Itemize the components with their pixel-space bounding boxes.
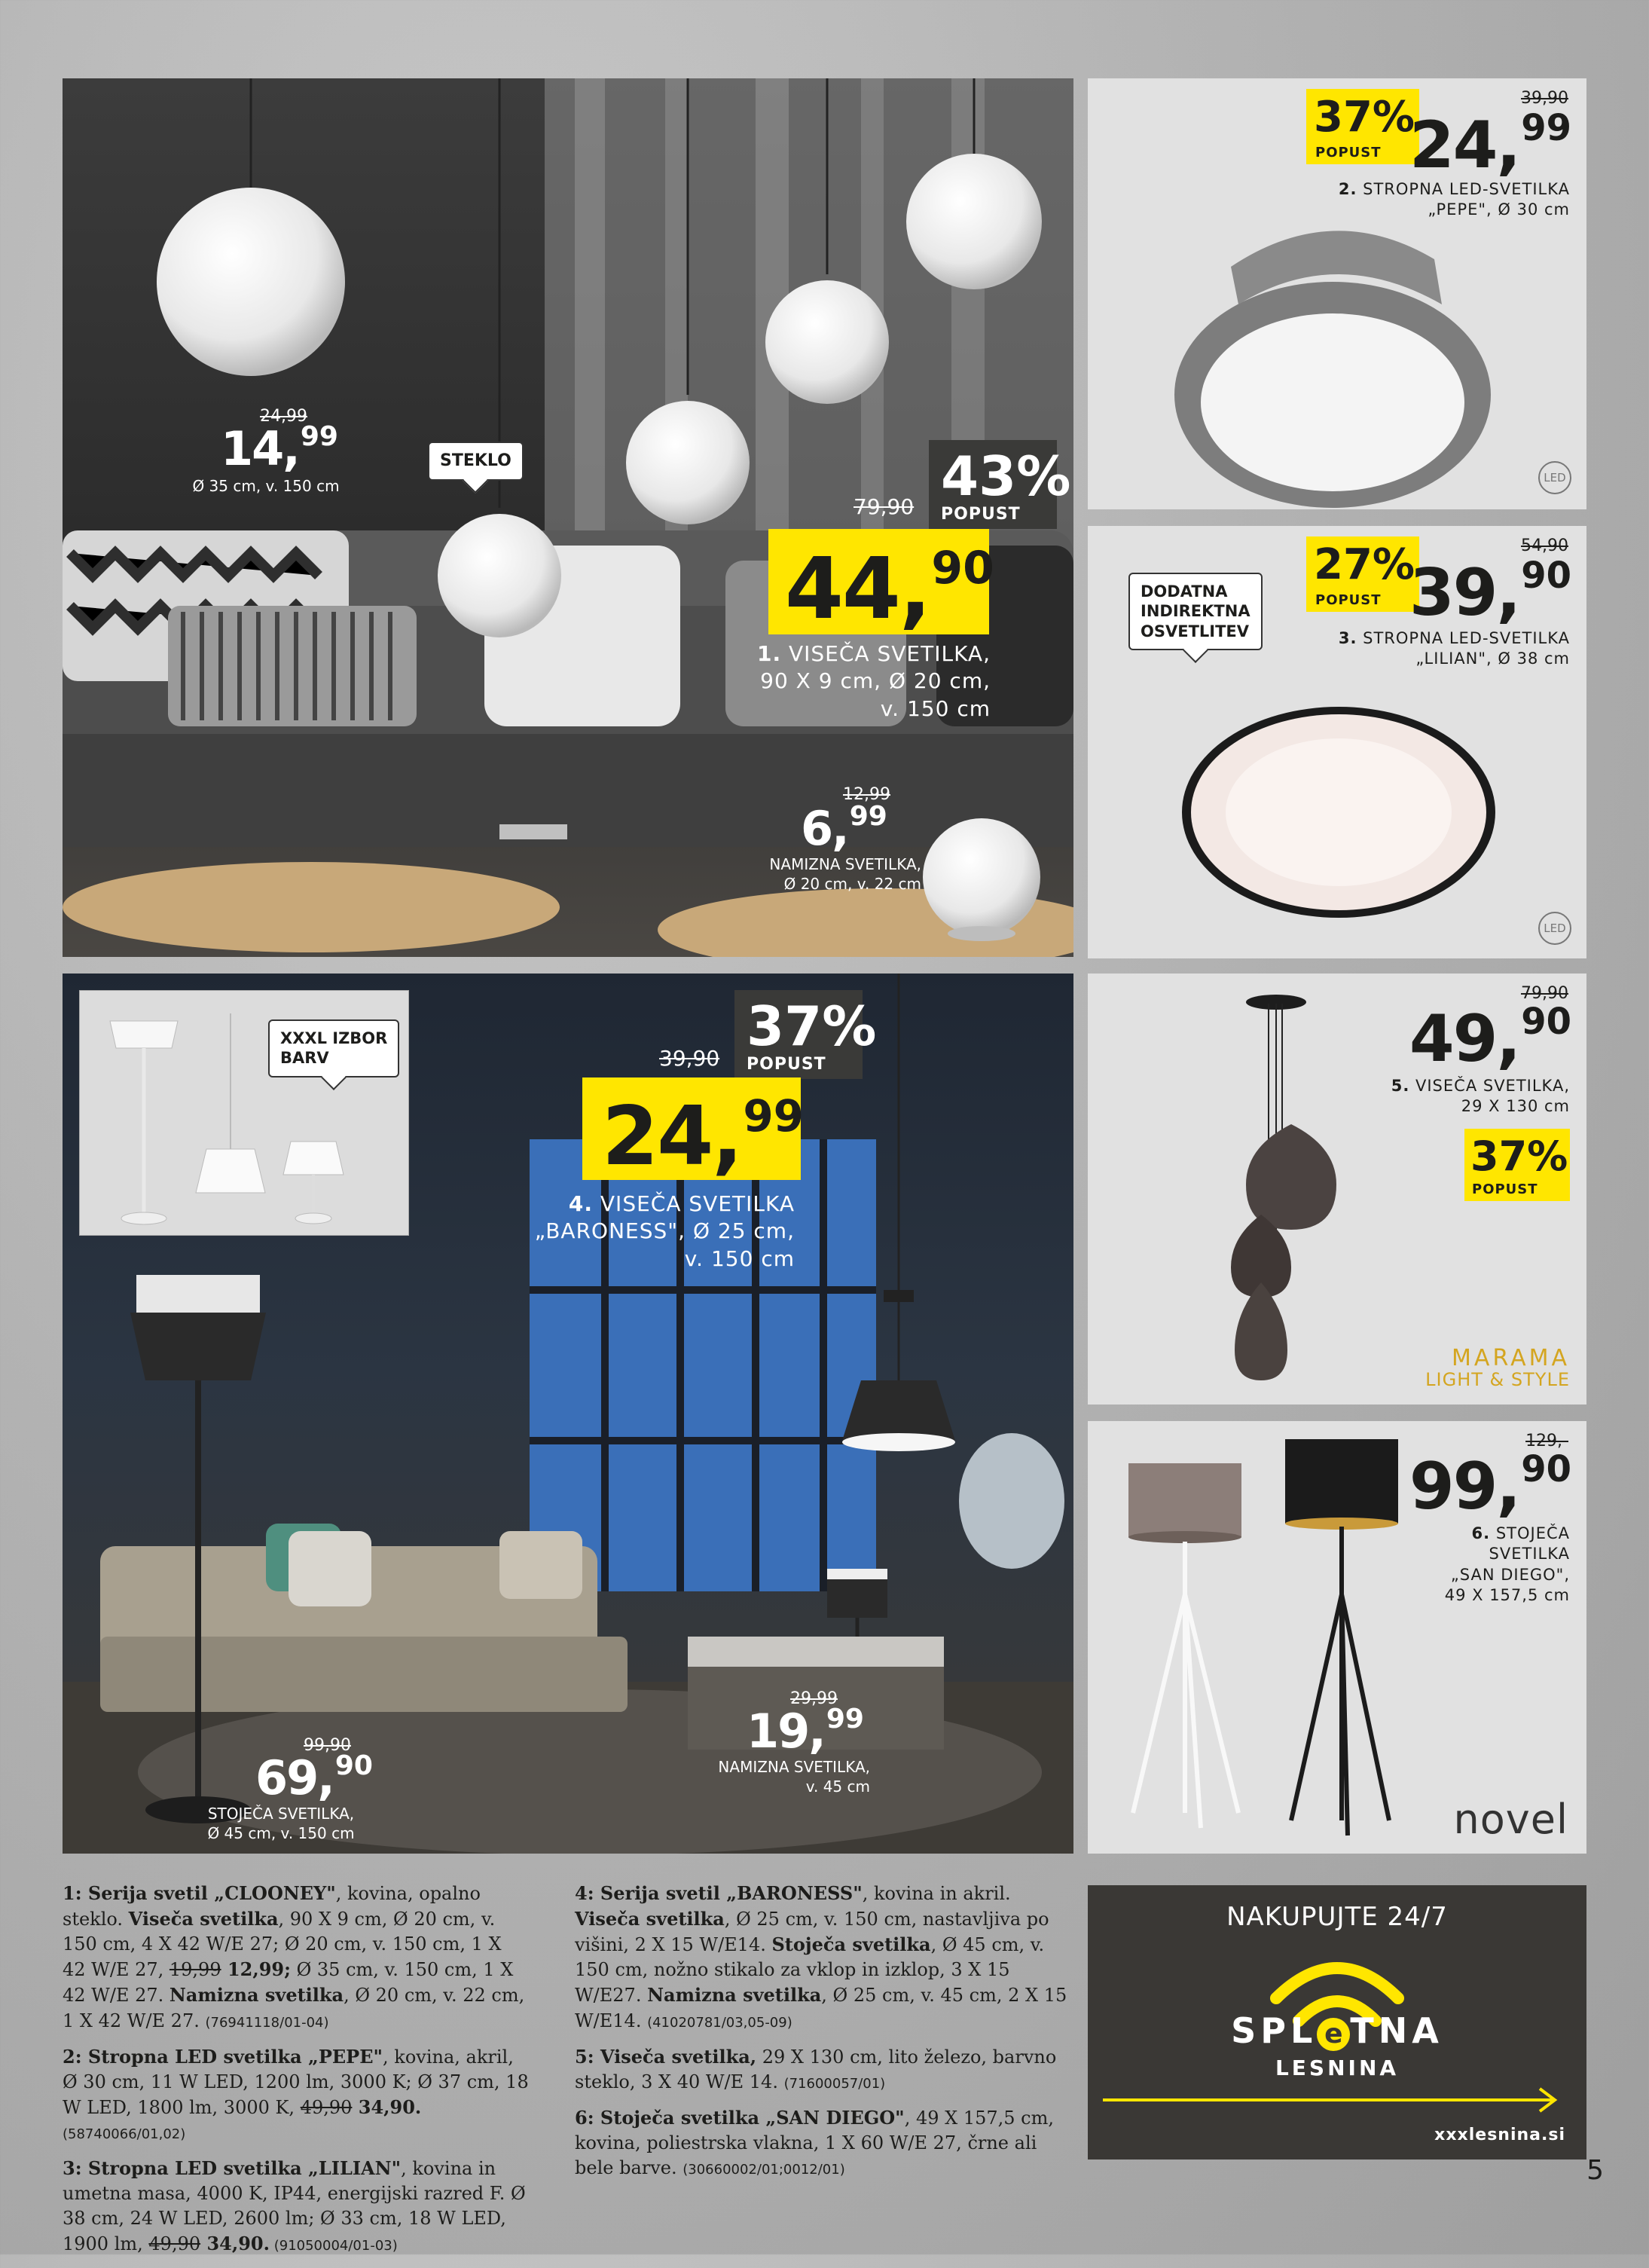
price-baroness-floor: 69,90 <box>255 1750 373 1805</box>
price-integer: 49 <box>1409 1001 1497 1077</box>
title-baroness-main <box>535 1191 795 1273</box>
info-column-left <box>63 1881 530 2268</box>
info-subheading: Namizna svetilka <box>169 1984 344 2007</box>
clooney-photo-panel <box>63 78 1073 957</box>
callout-color-choice <box>268 1019 399 1077</box>
product-title-line: SVETILKA <box>1489 1545 1570 1563</box>
brand-line: MARAMA <box>1452 1344 1570 1371</box>
price-lilian: 39,90 <box>1409 555 1571 631</box>
discount-label: POPUST <box>1472 1181 1538 1197</box>
info-heading: 3: Stropna LED svetilka „LILIAN" <box>63 2157 402 2180</box>
price-decimal: 99 <box>826 1704 864 1735</box>
old-price-pepe: 39,90 <box>1521 89 1568 108</box>
info-old-price: 19,99 <box>169 1959 221 1981</box>
product-title: NAMIZNA SVETILKA, <box>769 855 921 873</box>
callout-line: INDIREKTNA <box>1141 602 1250 621</box>
discount-percent: 37% <box>1314 93 1415 142</box>
info-new-price: 34,90. <box>200 2233 270 2255</box>
title-lilian <box>1339 628 1570 670</box>
info-heading: 4: Serija svetil „BARONESS" <box>575 1882 863 1904</box>
info-subheading: Viseča svetilka <box>575 1908 725 1930</box>
discount-label: POPUST <box>747 1055 826 1074</box>
info-text: , kovina in akril. <box>862 1883 1011 1904</box>
price-decimal: 99 <box>849 801 887 832</box>
clooney-scene-image <box>63 78 1073 957</box>
info-article-code: (91050004/01-03) <box>270 2238 398 2254</box>
promo-headline: NAKUPUJTE 24/7 <box>1226 1902 1448 1932</box>
info-text: , kovina in umetna masa, 4000 K, IP44, energijski razred F. Ø 38 cm, 24 W LED, 2600 lm; Ø 33 cm, 18 W LED, 1900 lm, <box>63 2158 526 2255</box>
info-text: , Ø 20 cm, v. 22 cm, 1 X 42 W/E 27. <box>63 1985 525 2031</box>
price-pepe: 24,99 <box>1409 107 1571 183</box>
discount-badge-p5 <box>1464 1129 1570 1201</box>
info-heading: 1: Serija svetil „CLOONEY" <box>63 1882 336 1904</box>
product-dims-line: v. 150 cm <box>684 1246 795 1271</box>
product-dims: „LILIAN", Ø 38 cm <box>1415 650 1570 668</box>
product-title: STOJEČA SVETILKA, <box>207 1805 355 1823</box>
discount-percent: 27% <box>1314 540 1415 589</box>
discount-badge-clooney <box>929 440 1071 529</box>
logo-letter-e: e <box>1317 2018 1350 2051</box>
info-heading: 5: Viseča svetilka, <box>575 2045 757 2068</box>
price-integer: 19 <box>747 1704 809 1759</box>
product-number: 6. <box>1471 1524 1491 1542</box>
lilian-panel <box>1088 526 1586 958</box>
old-price-p5: 79,90 <box>1521 984 1568 1003</box>
info-column-middle <box>575 1881 1073 2191</box>
discount-percent: 43% <box>941 445 1071 508</box>
led-badge-pepe: LED <box>1538 461 1571 494</box>
price-decimal: 90 <box>334 1750 373 1781</box>
old-price-baroness: 39,90 <box>659 1046 720 1071</box>
product-dims-line: 90 X 9 cm, Ø 20 cm, <box>760 668 991 694</box>
product-dims: Ø 45 cm, v. 150 cm <box>207 1824 355 1842</box>
price-decimal: 99 <box>743 1090 805 1142</box>
info-old-price: 49,90 <box>148 2233 201 2255</box>
baroness-photo-panel <box>63 974 1073 1854</box>
discount-percent: 37% <box>747 995 877 1058</box>
callout-line: BARV <box>280 1049 329 1068</box>
product-number: 4. <box>568 1191 593 1216</box>
callout-steklo: STEKLO <box>428 442 524 481</box>
price-decimal: 90 <box>1521 1448 1571 1490</box>
product-dims-line: v. 150 cm <box>880 695 991 721</box>
price-decimal: 90 <box>1521 1001 1571 1043</box>
old-price-lilian: 54,90 <box>1521 536 1568 555</box>
discount-label: POPUST <box>1315 592 1382 608</box>
product-title: VISEČA SVETILKA <box>600 1191 795 1216</box>
p5-panel <box>1088 974 1586 1405</box>
old-price-clooney-table: 12,99 <box>843 785 890 804</box>
price-integer: 39 <box>1409 555 1497 631</box>
discount-badge-lilian <box>1306 536 1419 612</box>
dims-clooney-pendant: Ø 35 cm, v. 150 cm <box>192 477 340 495</box>
product-title: STROPNA LED-SVETILKA <box>1363 180 1570 198</box>
info-clooney <box>63 1881 530 2034</box>
title-baroness-floor <box>191 1804 371 1843</box>
product-dims-line: „BARONESS", Ø 25 cm, <box>534 1218 795 1244</box>
info-subheading: Namizna svetilka <box>647 1984 822 2007</box>
info-pepe <box>63 2044 530 2145</box>
logo-text: TNA <box>1350 2010 1443 2051</box>
price-box-clooney <box>768 529 994 638</box>
info-text: , 90 X 9 cm, Ø 20 cm, v. 150 cm, 4 X 42 W/E 27; Ø 20 cm, v. 150 cm, 1 X 42 W/E 27, <box>63 1909 502 1981</box>
page-number: 5 <box>1586 2155 1604 2186</box>
price-baroness-table: 19,99 <box>747 1704 864 1759</box>
info-baroness <box>575 1881 1073 2034</box>
callout-line: DODATNA <box>1141 582 1228 601</box>
price-integer: 14 <box>221 421 283 476</box>
price-integer: 44 <box>785 540 899 638</box>
promo-url-link[interactable]: xxxlesnina.si <box>1434 2126 1565 2144</box>
info-text: , kovina, opalno steklo. <box>63 1883 481 1930</box>
discount-badge-baroness <box>734 990 877 1079</box>
product-title: STOJEČA <box>1495 1524 1570 1542</box>
callout-line: XXXL IZBOR <box>280 1029 388 1047</box>
baroness-inset-panel <box>79 990 409 1236</box>
title-baroness-table <box>718 1757 870 1796</box>
product-title: VISEČA SVETILKA, <box>789 641 991 666</box>
spletna-lesnina-logo <box>1088 2010 1586 2080</box>
online-shop-promo[interactable] <box>1088 1885 1586 2159</box>
price-integer: 24 <box>602 1090 713 1184</box>
price-integer: 69 <box>255 1750 318 1805</box>
price-box-baroness <box>582 1077 805 1184</box>
info-article-code: (76941118/01-04) <box>205 2014 329 2031</box>
product-title: STROPNA LED-SVETILKA <box>1363 629 1570 647</box>
discount-label: POPUST <box>1315 145 1382 160</box>
old-price-baroness-floor: 99,90 <box>304 1736 351 1755</box>
product-number: 5. <box>1391 1077 1410 1095</box>
price-decimal: 90 <box>931 542 994 595</box>
p6-panel <box>1088 1421 1586 1854</box>
info-lilian <box>63 2156 530 2257</box>
old-price-clooney-main: 79,90 <box>854 494 915 519</box>
price-integer: 6 <box>801 801 832 856</box>
price-p6: 99,90 <box>1409 1448 1571 1524</box>
product-number: 2. <box>1338 180 1357 198</box>
info-text: , kovina, akril, Ø 30 cm, 11 W LED, 1200 lm, 3000 K; Ø 37 cm, 18 W LED, 1800 lm, 3000 K, <box>63 2046 529 2118</box>
price-decimal: 99 <box>1521 107 1571 149</box>
info-text: Ø 35 cm, v. 150 cm, 1 X 42 W/E 27. <box>63 1959 514 2007</box>
brand-novel-logo: novel <box>1453 1796 1568 1843</box>
discount-badge-pepe <box>1306 89 1419 164</box>
info-p5 <box>575 2044 1073 2095</box>
title-clooney-table <box>769 854 921 894</box>
info-heading: 6: Stoječa svetilka „SAN DIEGO" <box>575 2106 905 2129</box>
callout-indirect-lighting <box>1128 573 1263 650</box>
info-new-price: 34,90. <box>352 2095 422 2118</box>
price-clooney-main: 44,90 <box>785 540 994 638</box>
old-price-baroness-table: 29,99 <box>790 1689 838 1708</box>
product-dims: 49 X 157,5 cm <box>1444 1585 1570 1604</box>
title-pepe <box>1339 179 1570 221</box>
product-dims: 29 X 130 cm <box>1461 1097 1570 1116</box>
info-text: 29 X 130 cm, lito železo, barvno steklo, 3 X 40 W/E 14. <box>575 2046 1057 2092</box>
title-clooney-main <box>757 640 991 723</box>
pepe-panel <box>1088 78 1586 509</box>
brand-marama-logo <box>1425 1344 1570 1390</box>
product-number: 1. <box>756 641 782 666</box>
price-decimal: 99 <box>300 421 338 452</box>
brand-line: LIGHT & STYLE <box>1425 1368 1570 1390</box>
price-clooney-pendant: 14,99 <box>221 421 338 476</box>
info-san-diego <box>575 2105 1073 2181</box>
info-heading: 2: Stropna LED svetilka „PEPE" <box>63 2045 383 2068</box>
price-p5: 49,90 <box>1409 1001 1571 1077</box>
info-text: , Ø 25 cm, v. 150 cm, nastavljiva po višini, 2 X 15 W/E14. <box>575 1909 1049 1956</box>
info-text: , Ø 45 cm, v. 150 cm, nožno stikalo za vklop in izklop, 3 X 15 W/E27. <box>575 1934 1045 2007</box>
discount-percent: 37% <box>1470 1132 1568 1180</box>
info-old-price: 49,90 <box>300 2096 353 2118</box>
title-p5 <box>1391 1076 1570 1117</box>
info-text: , Ø 25 cm, v. 45 cm, 2 X 15 W/E14. <box>575 1985 1067 2031</box>
info-subheading: Viseča svetilka <box>128 1908 279 1930</box>
info-article-code: (41020781/03,05-09) <box>647 2014 792 2031</box>
title-p6 <box>1445 1524 1570 1606</box>
product-dims: Ø 20 cm, v. 22 cm <box>783 875 921 893</box>
info-subheading: Stoječa svetilka <box>771 1933 931 1956</box>
old-price-p6: 129,- <box>1525 1432 1568 1450</box>
logo-text: SPL <box>1231 2010 1318 2051</box>
product-number: 3. <box>1338 629 1357 647</box>
price-decimal: 90 <box>1521 555 1571 597</box>
info-text: , 49 X 157,5 cm, kovina, poliestrska vlakna, 1 X 60 W/E 27, črne ali bele barve. <box>575 2107 1054 2179</box>
product-name: „SAN DIEGO", <box>1450 1565 1570 1584</box>
info-article-code: (30660002/01;0012/01) <box>683 2162 845 2178</box>
old-price-clooney-pendant: 24,99 <box>260 407 307 426</box>
product-title: VISEČA SVETILKA, <box>1415 1077 1570 1095</box>
price-baroness-main: 24,99 <box>602 1090 805 1184</box>
led-badge-lilian: LED <box>1538 912 1571 945</box>
product-dims: v. 45 cm <box>805 1777 870 1796</box>
price-clooney-table: 6,99 <box>801 801 887 856</box>
discount-label: POPUST <box>941 505 1021 524</box>
callout-line: OSVETLITEV <box>1141 622 1250 640</box>
info-article-code: (58740066/01,02) <box>63 2126 186 2142</box>
price-integer: 99 <box>1409 1449 1497 1524</box>
info-new-price: 12,99; <box>221 1958 291 1981</box>
logo-subtext: LESNINA <box>1275 2056 1400 2080</box>
product-title: NAMIZNA SVETILKA, <box>718 1758 870 1776</box>
info-article-code: (71600057/01) <box>783 2075 886 2092</box>
product-dims: „PEPE", Ø 30 cm <box>1428 200 1570 219</box>
price-integer: 24 <box>1409 108 1497 183</box>
